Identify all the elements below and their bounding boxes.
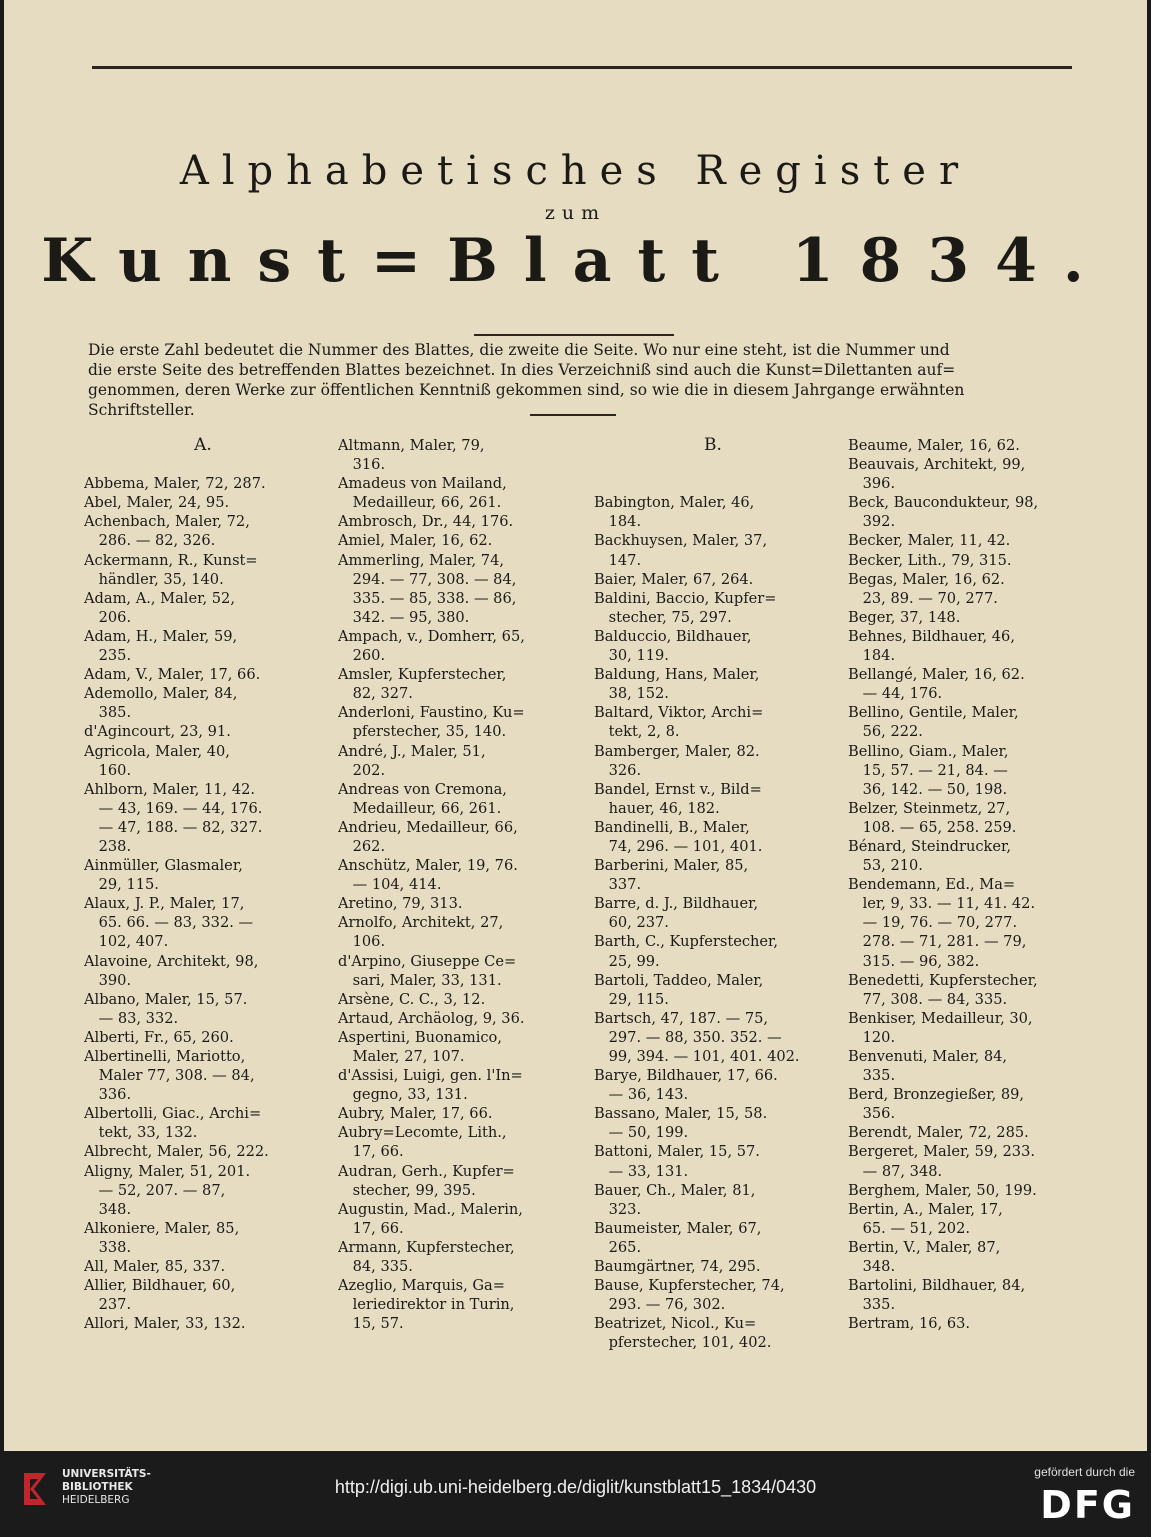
index-entry-line: 82, 327. xyxy=(338,685,413,703)
index-entry-line: Behnes, Bildhauer, 46, xyxy=(848,627,1015,645)
dfg-logo: DFG xyxy=(1040,1483,1135,1527)
index-entry-line: Ammerling, Maler, 74, xyxy=(338,551,504,569)
index-entry-line: 184. xyxy=(848,647,896,665)
index-entry-line: Barye, Bildhauer, 17, 66. xyxy=(594,1067,778,1085)
index-entry-line: Beck, Baucondukteur, 98, xyxy=(848,494,1039,512)
index-entry-line: 60, 237. xyxy=(594,914,669,932)
index-entry-line: Barberini, Maler, 85, xyxy=(594,857,749,875)
index-entry-line: 120. xyxy=(848,1028,896,1046)
index-entry-line: 396. xyxy=(848,475,896,493)
index-entry-line: Anschütz, Maler, 19, 76. xyxy=(338,857,518,875)
index-entry-line: 342. — 95, 380. xyxy=(338,608,470,626)
index-entry-line: Beger, 37, 148. xyxy=(848,608,961,626)
index-entry-line: Abel, Maler, 24, 95. xyxy=(84,494,230,512)
index-entry-line: Aubry=Lecomte, Lith., xyxy=(338,1124,507,1142)
index-entry-line: 297. — 88, 350. 352. — xyxy=(594,1028,782,1046)
index-entry-line: Becker, Lith., 79, 315. xyxy=(848,551,1012,569)
index-entry-line: Aretino, 79, 313. xyxy=(338,895,463,913)
index-entry-line: Benvenuti, Maler, 84, xyxy=(848,1048,1008,1065)
index-entry-line: Albano, Maler, 15, 57. xyxy=(84,990,248,1008)
index-entry-line: Bellino, Gentile, Maler, xyxy=(848,704,1019,722)
index-entry-line: 102, 407. xyxy=(84,933,169,951)
index-column-a2 xyxy=(338,436,576,1333)
index-entry-line: — 33, 131. xyxy=(594,1162,689,1180)
logo-line-1: UNIVERSITÄTS- xyxy=(62,1468,151,1480)
index-entry-line: stecher, 75, 297. xyxy=(594,608,732,626)
title-rule xyxy=(474,334,674,336)
index-entry-line: Baldung, Hans, Maler, xyxy=(594,666,760,684)
index-entry-line: 238. xyxy=(84,837,132,855)
title-zum: zum xyxy=(544,202,607,224)
index-entry-line: Ainmüller, Glasmaler, xyxy=(84,857,243,875)
index-entry-line: Amadeus von Mailand, xyxy=(338,475,507,493)
index-entry-line: Bauer, Ch., Maler, 81, xyxy=(594,1181,756,1199)
index-entry-line: 23, 89. — 70, 277. xyxy=(848,589,998,607)
logo-line-3: HEIDELBERG xyxy=(62,1494,130,1506)
index-entry-line: 235. xyxy=(84,647,132,665)
index-entry-line: 348. xyxy=(84,1200,132,1218)
index-entry-line: Backhuysen, Maler, 37, xyxy=(594,532,768,550)
index-entry-line: Beauvais, Architekt, 99, xyxy=(848,456,1026,474)
index-entry-line: Altmann, Maler, 79, xyxy=(338,437,485,454)
index-entry-line: 262. xyxy=(338,837,386,855)
index-entry-line: Becker, Maler, 11, 42. xyxy=(848,532,1011,550)
index-entry-line: 29, 115. xyxy=(84,876,159,894)
index-entry-line: — 47, 188. — 82, 327. xyxy=(84,818,263,836)
index-entry-line: pferstecher, 101, 402. xyxy=(594,1334,772,1352)
index-entry-line: Bertram, 16, 63. xyxy=(848,1315,971,1333)
index-entry-line: 335. — 85, 338. — 86, xyxy=(338,589,517,607)
index-entry-line: 265. xyxy=(594,1238,642,1256)
index-entry-line: sari, Maler, 33, 131. xyxy=(338,971,502,989)
index-entry-line: 99, 394. — 101, 401. 402. xyxy=(594,1048,800,1065)
permalink-url[interactable]: http://digi.ub.uni-heidelberg.de/diglit/kunstblatt15_1834/0430 xyxy=(334,1477,817,1497)
index-entry-line: Bartoli, Taddeo, Maler, xyxy=(594,971,764,989)
letter-heading: B. xyxy=(704,436,722,455)
index-entry-line: 25, 99. xyxy=(594,952,660,970)
index-entry-line: 206. xyxy=(84,608,132,626)
index-entry-line: 293. — 76, 302. xyxy=(594,1296,726,1314)
index-entry-line: Albertolli, Giac., Archi= xyxy=(84,1105,262,1123)
index-entry-line: Barth, C., Kupferstecher, xyxy=(594,933,779,951)
intro-line: genommen, deren Werke zur öffentlichen Kenntniß gekommen sind, so wie die in diesem Jahrgange erwähnten xyxy=(88,381,965,399)
index-entry-line: Benkiser, Medailleur, 30, xyxy=(848,1009,1033,1027)
index-entry-line: 29, 115. xyxy=(594,990,669,1008)
index-entry-line: 315. — 96, 382. xyxy=(848,952,980,970)
index-entry-line: Berghem, Maler, 50, 199. xyxy=(848,1181,1037,1199)
index-entry-line: — 104, 414. xyxy=(338,876,442,894)
index-entry-line: Bassano, Maler, 15, 58. xyxy=(594,1105,768,1123)
index-entry-line: Adam, A., Maler, 52, xyxy=(84,589,235,607)
index-entry-line: hauer, 46, 182. xyxy=(594,799,720,817)
index-entry-line: Bartolini, Bildhauer, 84, xyxy=(848,1277,1026,1295)
index-entry-line: leriedirektor in Turin, xyxy=(338,1296,515,1314)
index-entry-line: 184. xyxy=(594,513,642,531)
index-entry-line: tekt, 33, 132. xyxy=(84,1124,198,1142)
index-entry-line: 65. — 51, 202. xyxy=(848,1219,971,1237)
index-entry-line: 17, 66. xyxy=(338,1219,404,1237)
index-entry-line: Anderloni, Faustino, Ku= xyxy=(338,704,525,722)
index-entry-line: 56, 222. xyxy=(848,723,923,741)
index-entry-line: 356. xyxy=(848,1105,896,1123)
index-entry-line: händler, 35, 140. xyxy=(84,570,224,588)
index-entry-line: Alaux, J. P., Maler, 17, xyxy=(84,895,245,913)
letter-heading: A. xyxy=(194,436,212,455)
index-entry-line: Aligny, Maler, 51, 201. xyxy=(84,1162,251,1180)
index-entry-line: Bergeret, Maler, 59, 233. xyxy=(848,1143,1036,1161)
index-entry-line: Bamberger, Maler, 82. xyxy=(594,742,760,760)
index-entry-line: Babington, Maler, 46, xyxy=(594,494,755,512)
index-entry-line: 53, 210. xyxy=(848,857,923,875)
scanned-page xyxy=(4,0,1147,1451)
index-entry-line: — 87, 348. xyxy=(848,1162,943,1180)
index-column-b1 xyxy=(594,436,832,1353)
sponsor-caption: gefördert durch die xyxy=(1034,1465,1135,1479)
index-entry-line: Bendemann, Ed., Ma= xyxy=(848,876,1016,894)
index-entry-line: Bartsch, 47, 187. — 75, xyxy=(594,1009,769,1027)
index-entry-line: 337. xyxy=(594,876,642,894)
index-entry-line: Adam, H., Maler, 59, xyxy=(84,627,238,645)
index-entry-line: Albertinelli, Mariotto, xyxy=(84,1048,246,1065)
index-entry-line: 106. xyxy=(338,933,386,951)
index-entry-line: 108. — 65, 258. 259. xyxy=(848,818,1017,836)
index-entry-line: 336. xyxy=(84,1086,132,1104)
index-entry-line: Allier, Bildhauer, 60, xyxy=(84,1277,236,1295)
index-entry-line: — 50, 199. xyxy=(594,1124,689,1142)
index-entry-line: Augustin, Mad., Malerin, xyxy=(338,1200,523,1218)
index-entry-line: 323. xyxy=(594,1200,642,1218)
index-entry-line: pferstecher, 35, 140. xyxy=(338,723,507,741)
index-entry-line: All, Maler, 85, 337. xyxy=(84,1258,226,1276)
index-entry-line: Alkoniere, Maler, 85, xyxy=(84,1219,240,1237)
index-entry-line: Baltard, Viktor, Archi= xyxy=(594,704,764,722)
index-entry-line: Medailleur, 66, 261. xyxy=(338,799,502,817)
index-entry-line: Baldini, Baccio, Kupfer= xyxy=(594,589,777,607)
index-entry-line: Audran, Gerh., Kupfer= xyxy=(338,1162,515,1180)
index-entry-line: Abbema, Maler, 72, 287. xyxy=(84,475,266,493)
index-entry-line: Berd, Bronzegießer, 89, xyxy=(848,1086,1025,1104)
top-rule xyxy=(92,66,1072,69)
index-entry-line: Ampach, v., Domherr, 65, xyxy=(338,627,525,645)
index-entry-line: Beatrizet, Nicol., Ku= xyxy=(594,1315,757,1333)
index-entry-line: 17, 66. xyxy=(338,1143,404,1161)
index-entry-line: 65. 66. — 83, 332. — xyxy=(84,914,254,932)
index-entry-line: 74, 296. — 101, 401. xyxy=(594,837,763,855)
index-entry-line: Medailleur, 66, 261. xyxy=(338,494,502,512)
index-entry-line: 77, 308. — 84, 335. xyxy=(848,990,1008,1008)
index-entry-line: Bellino, Giam., Maler, xyxy=(848,742,1009,760)
index-entry-line: Begas, Maler, 16, 62. xyxy=(848,570,1005,588)
index-column-b2 xyxy=(848,436,1086,1333)
index-entry-line: Bellangé, Maler, 16, 62. xyxy=(848,666,1025,684)
index-entry-line: Bertin, A., Maler, 17, xyxy=(848,1200,1003,1218)
index-entry-line: Bandel, Ernst v., Bild= xyxy=(594,780,762,798)
index-entry-line xyxy=(594,474,832,493)
index-entry-line: Amiel, Maler, 16, 62. xyxy=(338,532,493,550)
index-entry-line: d'Agincourt, 23, 91. xyxy=(84,723,231,741)
index-entry-line: Bénard, Steindrucker, xyxy=(848,837,1012,855)
index-entry-line: Armann, Kupferstecher, xyxy=(338,1238,515,1256)
index-entry-line: Aubry, Maler, 17, 66. xyxy=(338,1105,493,1123)
index-entry-line: Maler, 27, 107. xyxy=(338,1048,465,1065)
index-entry-line: Bandinelli, B., Maler, xyxy=(594,818,750,836)
index-entry-line: Allori, Maler, 33, 132. xyxy=(84,1315,246,1333)
index-entry-line: Bause, Kupferstecher, 74, xyxy=(594,1277,785,1295)
index-entry-line: 390. xyxy=(84,971,132,989)
index-entry-line: Albrecht, Maler, 56, 222. xyxy=(84,1143,269,1161)
index-entry-line: Arsène, C. C., 3, 12. xyxy=(338,990,486,1008)
index-entry-line: Andrieu, Medailleur, 66, xyxy=(338,818,518,836)
index-entry-line: Ahlborn, Maler, 11, 42. xyxy=(84,780,256,798)
index-entry-line xyxy=(84,455,322,474)
logo-line-2: BIBLIOTHEK xyxy=(62,1481,133,1493)
intro-rule xyxy=(530,414,616,416)
index-entry-line: 147. xyxy=(594,551,642,569)
index-entry-line: — 83, 332. xyxy=(84,1009,179,1027)
index-entry-line: 316. xyxy=(338,456,386,474)
index-entry-line: Berendt, Maler, 72, 285. xyxy=(848,1124,1029,1142)
index-entry-line: d'Arpino, Giuseppe Ce= xyxy=(338,952,517,970)
index-entry-line: Ademollo, Maler, 84, xyxy=(84,685,238,703)
index-entry-line: Andreas von Cremona, xyxy=(338,780,507,798)
index-entry-line xyxy=(594,455,832,474)
index-entry-line: d'Assisi, Luigi, gen. l'In= xyxy=(338,1067,523,1085)
index-entry-line: 294. — 77, 308. — 84, xyxy=(338,570,517,588)
index-entry-line: 348. xyxy=(848,1258,896,1276)
index-entry-line: 385. xyxy=(84,704,132,722)
title-kunstblatt: Kunst=Blatt 1834. xyxy=(41,226,1110,296)
index-entry-line: Maler 77, 308. — 84, xyxy=(84,1067,255,1085)
index-entry-line: 338. xyxy=(84,1238,132,1256)
index-entry-line: tekt, 2, 8. xyxy=(594,723,680,741)
index-entry-line: Baumgärtner, 74, 295. xyxy=(594,1258,761,1276)
index-entry-line: Artaud, Archäolog, 9, 36. xyxy=(338,1009,525,1027)
index-entry-line: 260. xyxy=(338,647,386,665)
index-entry-line: 84, 335. xyxy=(338,1258,413,1276)
index-entry-line: stecher, 99, 395. xyxy=(338,1181,476,1199)
index-entry-line: Adam, V., Maler, 17, 66. xyxy=(84,666,261,684)
index-entry-line: André, J., Maler, 51, xyxy=(338,742,486,760)
index-entry-line: 335. xyxy=(848,1067,896,1085)
index-entry-line: gegno, 33, 131. xyxy=(338,1086,468,1104)
index-entry-line: 36, 142. — 50, 198. xyxy=(848,780,1008,798)
index-entry-line: 15, 57. — 21, 84. — xyxy=(848,761,1008,779)
index-entry-line: Aspertini, Buonamico, xyxy=(338,1028,502,1046)
index-entry-line: Ackermann, R., Kunst= xyxy=(84,551,258,569)
index-entry-line: 335. xyxy=(848,1296,896,1314)
index-entry-line: — 52, 207. — 87, xyxy=(84,1181,226,1199)
index-entry-line: Balduccio, Bildhauer, xyxy=(594,627,752,645)
index-entry-line: Benedetti, Kupferstecher, xyxy=(848,971,1038,989)
index-entry-line: 38, 152. xyxy=(594,685,669,703)
index-entry-line: Achenbach, Maler, 72, xyxy=(84,513,250,531)
index-entry-line: Barre, d. J., Bildhauer, xyxy=(594,895,759,913)
index-entry-line: Azeglio, Marquis, Ga= xyxy=(338,1277,505,1295)
index-entry-line: Amsler, Kupferstecher, xyxy=(338,666,507,684)
index-entry-line: 30, 119. xyxy=(594,647,669,665)
title-register: Alphabetisches Register xyxy=(179,148,972,194)
index-entry-line: Baier, Maler, 67, 264. xyxy=(594,570,754,588)
index-column-a1 xyxy=(84,436,322,1333)
intro-line: Die erste Zahl bedeutet die Nummer des Blattes, die zweite die Seite. Wo nur eine steht, ist die Nummer und xyxy=(88,341,950,359)
index-entry-line: 326. xyxy=(594,761,642,779)
intro-paragraph xyxy=(88,340,1088,420)
index-entry-line: 278. — 71, 281. — 79, xyxy=(848,933,1027,951)
index-entry-line: Baumeister, Maler, 67, xyxy=(594,1219,762,1237)
index-entry-line: 237. xyxy=(84,1296,132,1314)
index-entry-line: 392. xyxy=(848,513,896,531)
index-entry-line: Battoni, Maler, 15, 57. xyxy=(594,1143,760,1161)
index-entry-line: ler, 9, 33. — 11, 41. 42. xyxy=(848,895,1036,913)
index-entry-line: 160. xyxy=(84,761,132,779)
intro-line: die erste Seite des betreffenden Blattes bezeichnet. In dies Verzeichniß sind auch die Kunst=Dilettanten auf= xyxy=(88,361,956,379)
index-entry-line: Ambrosch, Dr., 44, 176. xyxy=(338,513,514,531)
index-entry-line: — 44, 176. xyxy=(848,685,943,703)
index-entry-line: 286. — 82, 326. xyxy=(84,532,216,550)
index-entry-line: Belzer, Steinmetz, 27, xyxy=(848,799,1011,817)
index-entry-line: Agricola, Maler, 40, xyxy=(84,742,230,760)
index-entry-line: 15, 57. xyxy=(338,1315,404,1333)
index-entry-line: Beaume, Maler, 16, 62. xyxy=(848,437,1020,454)
index-entry-line: Alavoine, Architekt, 98, xyxy=(84,952,259,970)
index-entry-line: Bertin, V., Maler, 87, xyxy=(848,1238,1001,1256)
index-entry-line: — 36, 143. xyxy=(594,1086,689,1104)
index-entry-line: — 43, 169. — 44, 176. xyxy=(84,799,263,817)
index-entry-line: Alberti, Fr., 65, 260. xyxy=(84,1028,234,1046)
index-entry-line: — 19, 76. — 70, 277. xyxy=(848,914,1018,932)
index-entry-line: 202. xyxy=(338,761,386,779)
viewer-footer xyxy=(0,1451,1151,1537)
intro-line: Schriftsteller. xyxy=(88,401,195,419)
index-entry-line: Arnolfo, Architekt, 27, xyxy=(338,914,504,932)
